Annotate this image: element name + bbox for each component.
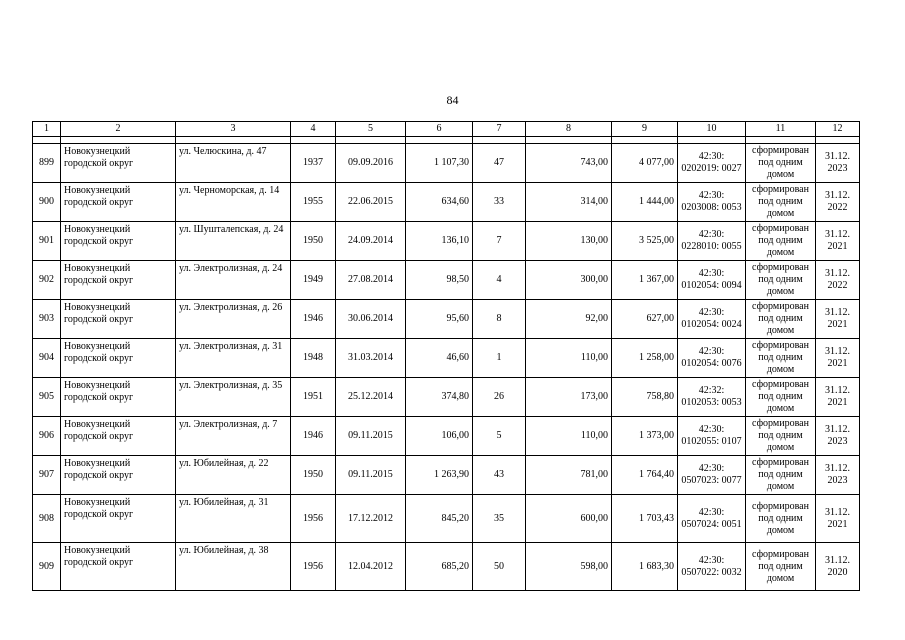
- date-cell: 24.09.2014: [336, 222, 406, 261]
- address-cell: ул. Электролизная, д. 24: [176, 261, 291, 300]
- row-number: 909: [33, 543, 61, 591]
- column-number: 2: [61, 122, 176, 137]
- area-cell: 1 263,90: [406, 456, 473, 495]
- column-number: 10: [678, 122, 746, 137]
- okrug-cell: Новокузнецкий городской округ: [61, 183, 176, 222]
- cadastre-cell: 42:30: 0102055: 0107: [678, 417, 746, 456]
- row-number: 900: [33, 183, 61, 222]
- table-row: [33, 261, 860, 300]
- land-area-cell: 92,00: [526, 300, 612, 339]
- land-area-cell: 598,00: [526, 543, 612, 591]
- year-cell: 1949: [291, 261, 336, 300]
- column-number: 7: [473, 122, 526, 137]
- okrug-cell: Новокузнецкий городской округ: [61, 417, 176, 456]
- column-number: 11: [746, 122, 816, 137]
- column-number: 6: [406, 122, 473, 137]
- cadastre-cell: 42:30: 0102054: 0024: [678, 300, 746, 339]
- residents-cell: 43: [473, 456, 526, 495]
- column-number: 5: [336, 122, 406, 137]
- column-number: 1: [33, 122, 61, 137]
- date-cell: 25.12.2014: [336, 378, 406, 417]
- deadline-cell: 31.12. 2020: [816, 543, 860, 591]
- date-cell: 09.11.2015: [336, 417, 406, 456]
- sum-cell: 4 077,00: [612, 144, 678, 183]
- address-cell: ул. Черноморская, д. 14: [176, 183, 291, 222]
- sum-cell: 627,00: [612, 300, 678, 339]
- land-area-cell: 743,00: [526, 144, 612, 183]
- address-cell: ул. Электролизная, д. 7: [176, 417, 291, 456]
- row-number: 905: [33, 378, 61, 417]
- sum-cell: 758,80: [612, 378, 678, 417]
- sum-cell: 3 525,00: [612, 222, 678, 261]
- year-cell: 1946: [291, 417, 336, 456]
- status-cell: сформирован под одним домом: [746, 417, 816, 456]
- area-cell: 845,20: [406, 495, 473, 543]
- date-cell: 27.08.2014: [336, 261, 406, 300]
- table-row: [33, 339, 860, 378]
- row-number: 904: [33, 339, 61, 378]
- okrug-cell: Новокузнецкий городской округ: [61, 222, 176, 261]
- deadline-cell: 31.12. 2023: [816, 456, 860, 495]
- address-cell: ул. Челюскина, д. 47: [176, 144, 291, 183]
- residents-cell: 4: [473, 261, 526, 300]
- cadastre-cell: 42:30: 0203008: 0053: [678, 183, 746, 222]
- status-cell: сформирован под одним домом: [746, 456, 816, 495]
- okrug-cell: Новокузнецкий городской округ: [61, 339, 176, 378]
- registry-table: [32, 121, 860, 591]
- table-row: [33, 144, 860, 183]
- table-row: [33, 300, 860, 339]
- residents-cell: 50: [473, 543, 526, 591]
- table-row: [33, 495, 860, 543]
- address-cell: ул. Юбилейная, д. 31: [176, 495, 291, 543]
- cadastre-cell: 42:30: 0202019: 0027: [678, 144, 746, 183]
- row-number: 907: [33, 456, 61, 495]
- residents-cell: 33: [473, 183, 526, 222]
- status-cell: сформирован под одним домом: [746, 144, 816, 183]
- sum-cell: 1 258,00: [612, 339, 678, 378]
- cadastre-cell: 42:32: 0102053: 0053: [678, 378, 746, 417]
- okrug-cell: Новокузнецкий городской округ: [61, 456, 176, 495]
- sum-cell: 1 367,00: [612, 261, 678, 300]
- address-cell: ул. Юбилейная, д. 22: [176, 456, 291, 495]
- residents-cell: 8: [473, 300, 526, 339]
- land-area-cell: 781,00: [526, 456, 612, 495]
- okrug-cell: Новокузнецкий городской округ: [61, 144, 176, 183]
- residents-cell: 26: [473, 378, 526, 417]
- year-cell: 1950: [291, 222, 336, 261]
- table-row: [33, 378, 860, 417]
- area-cell: 1 107,30: [406, 144, 473, 183]
- land-area-cell: 600,00: [526, 495, 612, 543]
- status-cell: сформирован под одним домом: [746, 261, 816, 300]
- land-area-cell: 130,00: [526, 222, 612, 261]
- deadline-cell: 31.12. 2023: [816, 144, 860, 183]
- deadline-cell: 31.12. 2021: [816, 495, 860, 543]
- cadastre-cell: 42:30: 0507023: 0077: [678, 456, 746, 495]
- date-cell: 09.11.2015: [336, 456, 406, 495]
- deadline-cell: 31.12. 2023: [816, 417, 860, 456]
- status-cell: сформирован под одним домом: [746, 495, 816, 543]
- row-number: 906: [33, 417, 61, 456]
- status-cell: сформирован под одним домом: [746, 339, 816, 378]
- date-cell: 22.06.2015: [336, 183, 406, 222]
- sum-cell: 1 764,40: [612, 456, 678, 495]
- row-number: 908: [33, 495, 61, 543]
- land-area-cell: 300,00: [526, 261, 612, 300]
- address-cell: ул. Юбилейная, д. 38: [176, 543, 291, 591]
- date-cell: 17.12.2012: [336, 495, 406, 543]
- residents-cell: 35: [473, 495, 526, 543]
- date-cell: 30.06.2014: [336, 300, 406, 339]
- column-number: 9: [612, 122, 678, 137]
- cadastre-cell: 42:30: 0507022: 0032: [678, 543, 746, 591]
- row-number: 902: [33, 261, 61, 300]
- land-area-cell: 314,00: [526, 183, 612, 222]
- address-cell: ул. Электролизная, д. 26: [176, 300, 291, 339]
- okrug-cell: Новокузнецкий городской округ: [61, 261, 176, 300]
- year-cell: 1956: [291, 543, 336, 591]
- column-number: 3: [176, 122, 291, 137]
- sum-cell: 1 444,00: [612, 183, 678, 222]
- land-area-cell: 173,00: [526, 378, 612, 417]
- table-row: [33, 222, 860, 261]
- sum-cell: 1 703,43: [612, 495, 678, 543]
- page-number: 84: [446, 93, 459, 107]
- cadastre-cell: 42:30: 0102054: 0076: [678, 339, 746, 378]
- column-number-row: [33, 122, 860, 137]
- deadline-cell: 31.12. 2021: [816, 222, 860, 261]
- table-row: [33, 183, 860, 222]
- row-number: 899: [33, 144, 61, 183]
- year-cell: 1948: [291, 339, 336, 378]
- cadastre-cell: 42:30: 0102054: 0094: [678, 261, 746, 300]
- column-number: 4: [291, 122, 336, 137]
- okrug-cell: Новокузнецкий городской округ: [61, 495, 176, 543]
- year-cell: 1951: [291, 378, 336, 417]
- row-number: 901: [33, 222, 61, 261]
- address-cell: ул. Электролизная, д. 35: [176, 378, 291, 417]
- year-cell: 1937: [291, 144, 336, 183]
- okrug-cell: Новокузнецкий городской округ: [61, 378, 176, 417]
- okrug-cell: Новокузнецкий городской округ: [61, 300, 176, 339]
- area-cell: 374,80: [406, 378, 473, 417]
- residents-cell: 47: [473, 144, 526, 183]
- year-cell: 1956: [291, 495, 336, 543]
- year-cell: 1955: [291, 183, 336, 222]
- date-cell: 12.04.2012: [336, 543, 406, 591]
- residents-cell: 7: [473, 222, 526, 261]
- sum-cell: 1 683,30: [612, 543, 678, 591]
- residents-cell: 1: [473, 339, 526, 378]
- area-cell: 685,20: [406, 543, 473, 591]
- area-cell: 136,10: [406, 222, 473, 261]
- table-row: [33, 543, 860, 591]
- deadline-cell: 31.12. 2021: [816, 300, 860, 339]
- land-area-cell: 110,00: [526, 339, 612, 378]
- status-cell: сформирован под одним домом: [746, 183, 816, 222]
- status-cell: сформирован под одним домом: [746, 378, 816, 417]
- deadline-cell: 31.12. 2022: [816, 183, 860, 222]
- address-cell: ул. Шушталепская, д. 24: [176, 222, 291, 261]
- table-row: [33, 456, 860, 495]
- deadline-cell: 31.12. 2021: [816, 378, 860, 417]
- sum-cell: 1 373,00: [612, 417, 678, 456]
- area-cell: 98,50: [406, 261, 473, 300]
- address-cell: ул. Электролизная, д. 31: [176, 339, 291, 378]
- area-cell: 634,60: [406, 183, 473, 222]
- row-number: 903: [33, 300, 61, 339]
- deadline-cell: 31.12. 2022: [816, 261, 860, 300]
- column-number: 12: [816, 122, 860, 137]
- table-row: [33, 417, 860, 456]
- date-cell: 31.03.2014: [336, 339, 406, 378]
- column-number: 8: [526, 122, 612, 137]
- status-cell: сформирован под одним домом: [746, 300, 816, 339]
- status-cell: сформирован под одним домом: [746, 222, 816, 261]
- year-cell: 1950: [291, 456, 336, 495]
- area-cell: 95,60: [406, 300, 473, 339]
- deadline-cell: 31.12. 2021: [816, 339, 860, 378]
- area-cell: 46,60: [406, 339, 473, 378]
- cadastre-cell: 42:30: 0228010: 0055: [678, 222, 746, 261]
- date-cell: 09.09.2016: [336, 144, 406, 183]
- cadastre-cell: 42:30: 0507024: 0051: [678, 495, 746, 543]
- status-cell: сформирован под одним домом: [746, 543, 816, 591]
- area-cell: 106,00: [406, 417, 473, 456]
- okrug-cell: Новокузнецкий городской округ: [61, 543, 176, 591]
- residents-cell: 5: [473, 417, 526, 456]
- year-cell: 1946: [291, 300, 336, 339]
- land-area-cell: 110,00: [526, 417, 612, 456]
